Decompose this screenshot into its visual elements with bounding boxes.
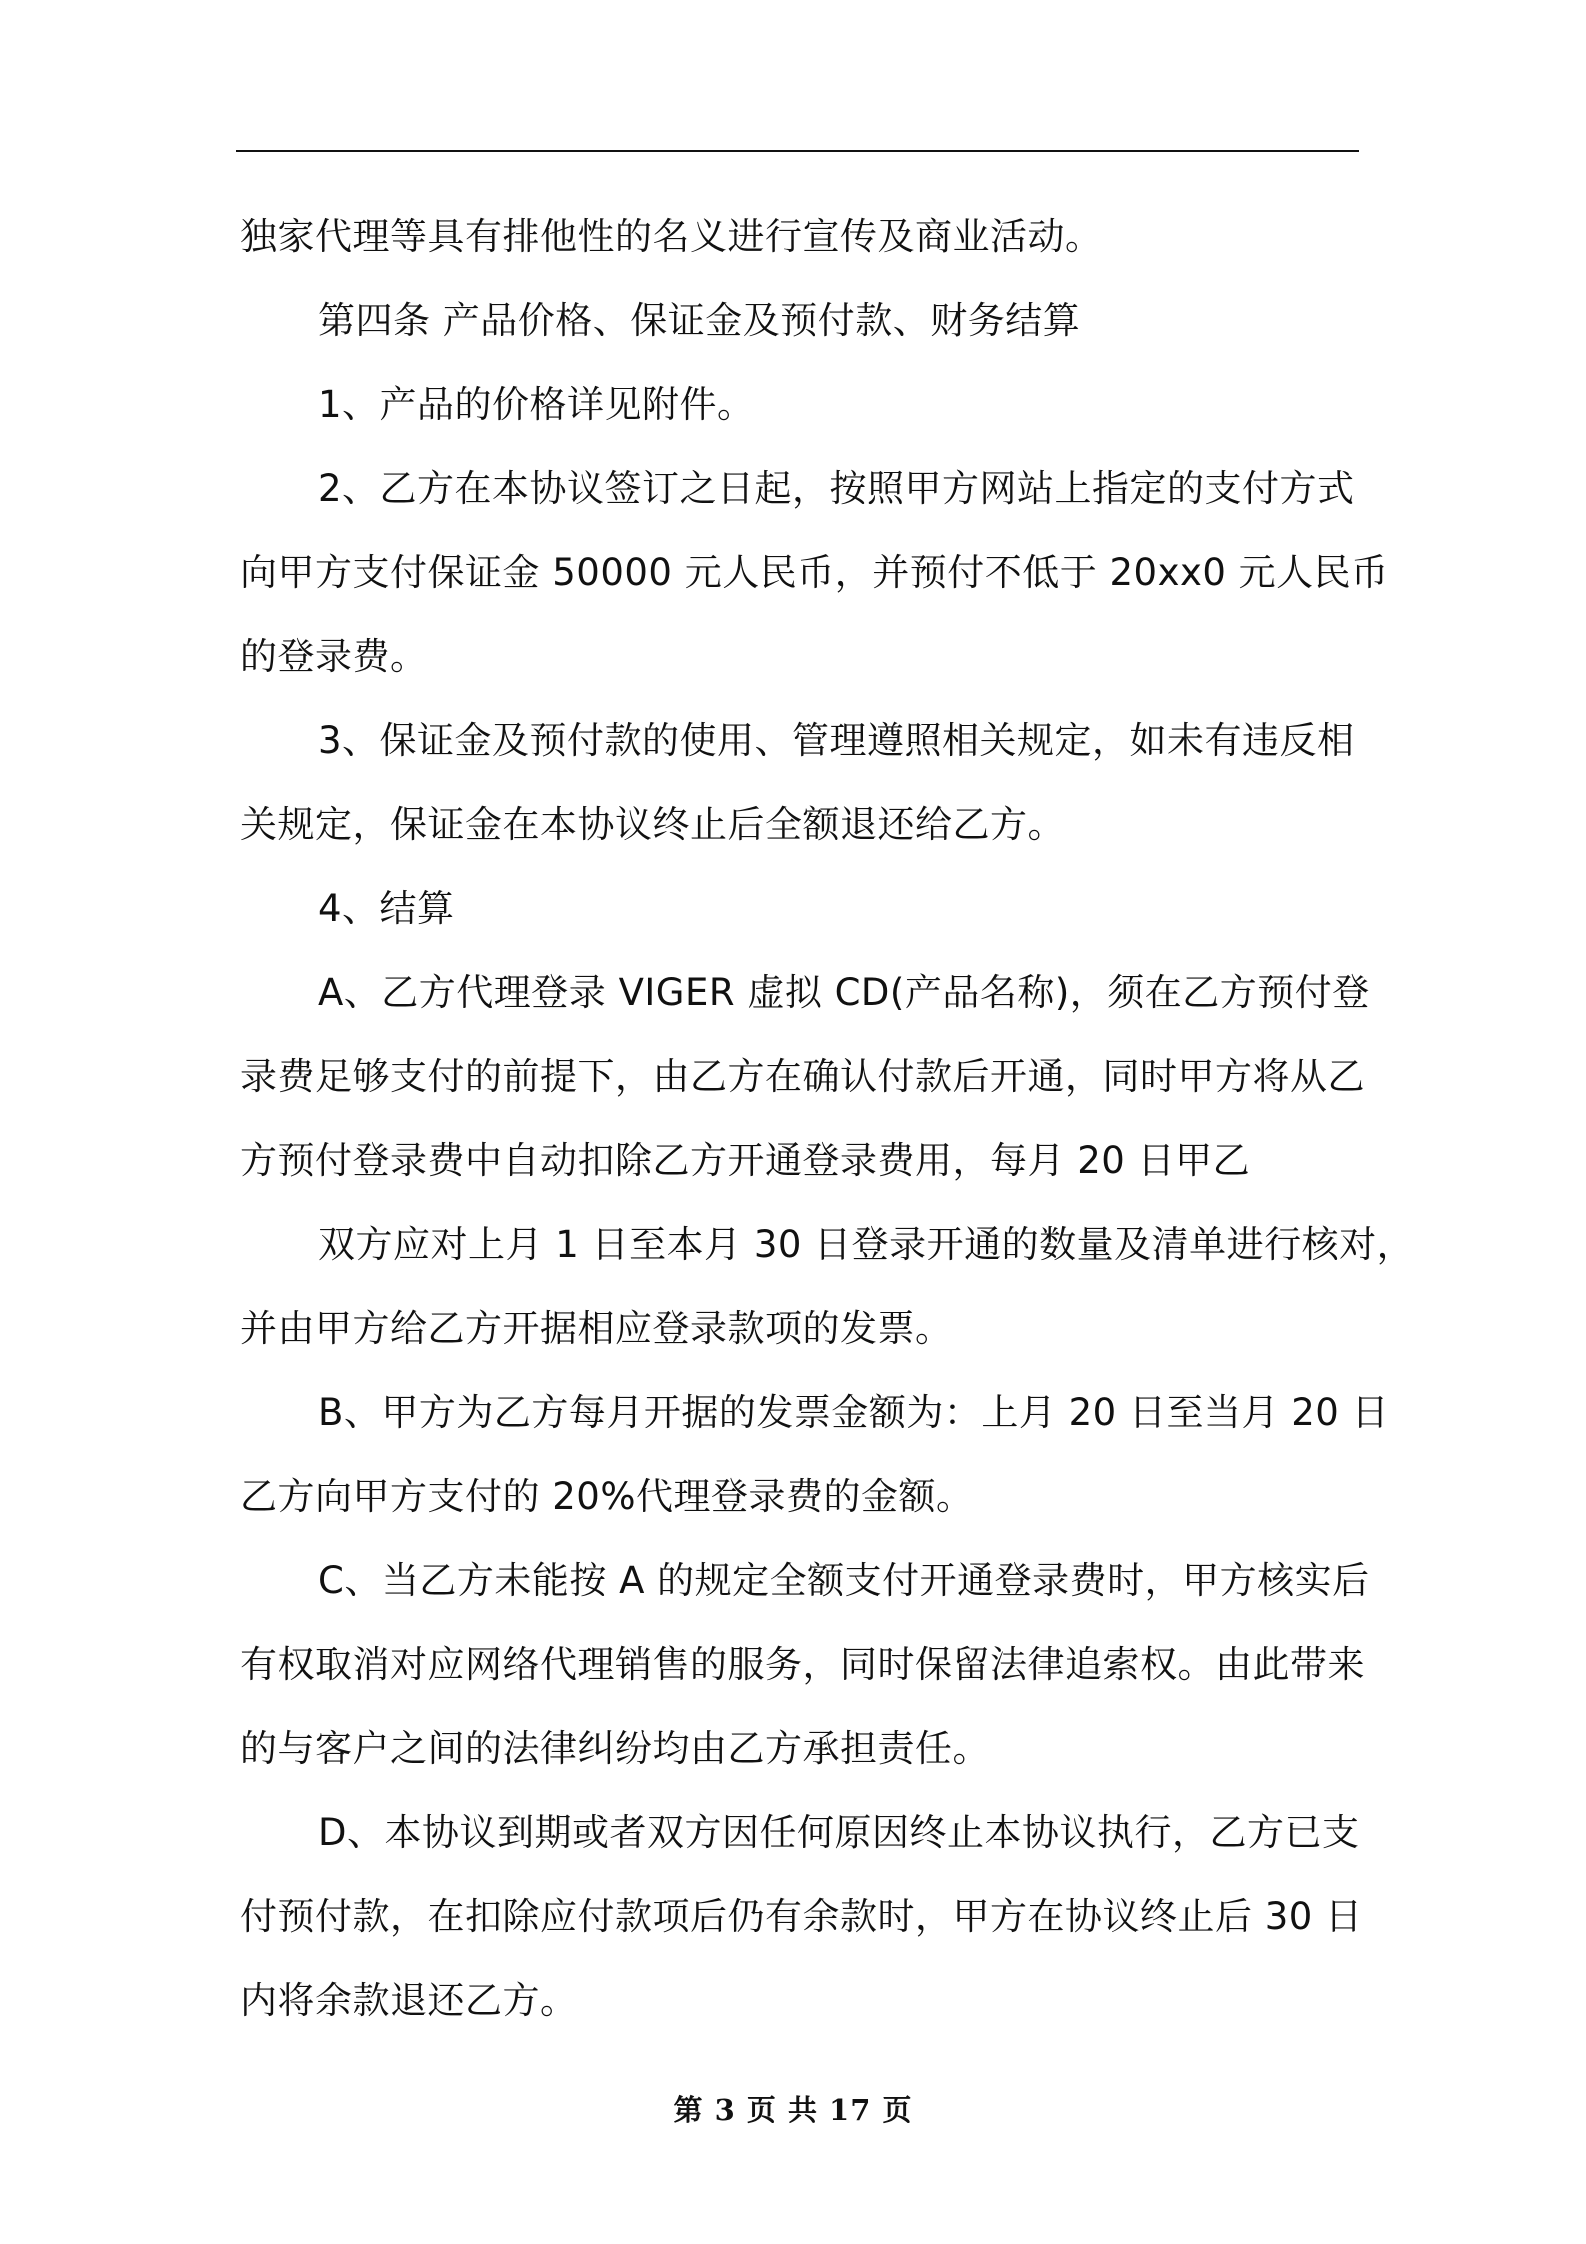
text-line: 独家代理等具有排他性的名义进行宣传及商业活动。 (240, 215, 1103, 258)
header-rule (236, 150, 1359, 152)
text-line: 方预付登录费中自动扣除乙方开通登录费用，每月 20 日甲乙 (240, 1139, 1251, 1182)
text-line: 的登录费。 (240, 635, 428, 678)
document-body (240, 195, 1415, 2043)
text-line: 乙方向甲方支付的 20%代理登录费的金额。 (240, 1475, 974, 1518)
section-heading: 第四条 产品价格、保证金及预付款、财务结算 (318, 299, 1081, 342)
text-line: A、乙方代理登录 VIGER 虚拟 CD(产品名称)，须在乙方预付登 (318, 971, 1370, 1014)
text-line: 4、结算 (318, 887, 455, 930)
text-line: B、甲方为乙方每月开据的发票金额为：上月 20 日至当月 20 日 (318, 1391, 1390, 1434)
text-line: 1、产品的价格详见附件。 (318, 383, 755, 426)
text-line: 2、乙方在本协议签订之日起，按照甲方网站上指定的支付方式 (318, 467, 1355, 510)
text-line: 内将余款退还乙方。 (240, 1979, 578, 2022)
text-line: 的与客户之间的法律纠纷均由乙方承担责任。 (240, 1727, 990, 1770)
text-line: 录费足够支付的前提下，由乙方在确认付款后开通，同时甲方将从乙 (240, 1055, 1365, 1098)
text-line: D、本协议到期或者双方因任何原因终止本协议执行，乙方已支 (318, 1811, 1360, 1854)
text-line: 3、保证金及预付款的使用、管理遵照相关规定，如未有违反相 (318, 719, 1355, 762)
text-line: C、当乙方未能按 A 的规定全额支付开通登录费时，甲方核实后 (318, 1559, 1370, 1602)
text-line: 关规定，保证金在本协议终止后全额退还给乙方。 (240, 803, 1065, 846)
text-line: 向甲方支付保证金 50000 元人民币，并预付不低于 20xx0 元人民币 (240, 551, 1389, 594)
page-number: 第 3 页 共 17 页 (673, 2093, 913, 2127)
text-line: 付预付款，在扣除应付款项后仍有余款时，甲方在协议终止后 30 日 (240, 1895, 1363, 1938)
text-line: 有权取消对应网络代理销售的服务，同时保留法律追索权。由此带来 (240, 1643, 1365, 1686)
text-line: 并由甲方给乙方开据相应登录款项的发票。 (240, 1307, 953, 1350)
text-line: 双方应对上月 1 日至本月 30 日登录开通的数量及清单进行核对， (318, 1223, 1415, 1266)
